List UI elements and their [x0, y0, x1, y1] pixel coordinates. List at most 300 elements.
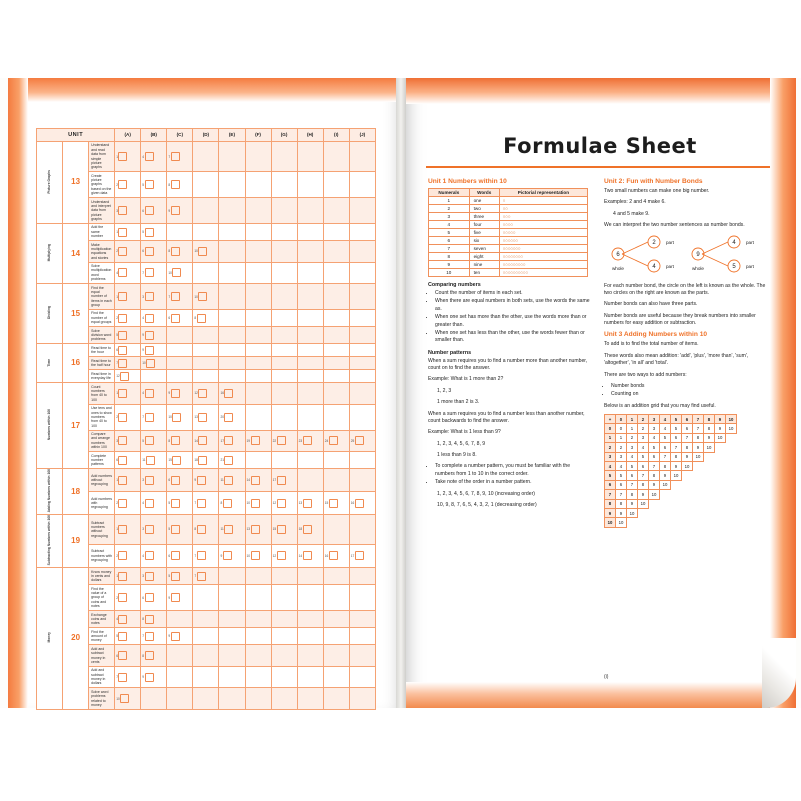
- checkbox-cell[interactable]: [323, 344, 349, 357]
- checkbox-cell[interactable]: [115, 309, 141, 326]
- checkbox[interactable]: [171, 499, 180, 508]
- checkbox-cell[interactable]: [141, 370, 167, 383]
- checkbox[interactable]: [118, 572, 127, 581]
- checkbox[interactable]: [303, 525, 312, 534]
- checkbox-cell[interactable]: [349, 198, 375, 224]
- checkbox-cell[interactable]: [219, 198, 245, 224]
- checkbox[interactable]: [118, 314, 127, 323]
- checkbox-cell[interactable]: [167, 568, 193, 585]
- checkbox-cell[interactable]: [323, 628, 349, 645]
- checkbox-cell[interactable]: [297, 452, 323, 469]
- checkbox-cell[interactable]: [141, 198, 167, 224]
- checkbox[interactable]: [145, 572, 154, 581]
- checkbox-cell[interactable]: [323, 430, 349, 452]
- checkbox-cell[interactable]: [167, 223, 193, 240]
- checkbox-cell[interactable]: [193, 469, 219, 492]
- checkbox-cell[interactable]: [141, 492, 167, 515]
- checkbox-cell[interactable]: [271, 544, 297, 567]
- checkbox[interactable]: [224, 389, 233, 398]
- checkbox-cell[interactable]: [193, 309, 219, 326]
- checkbox[interactable]: [172, 413, 181, 422]
- checkbox-cell[interactable]: [219, 430, 245, 452]
- checkbox[interactable]: [145, 632, 154, 641]
- checkbox-cell[interactable]: [271, 383, 297, 405]
- checkbox-cell[interactable]: [323, 611, 349, 628]
- checkbox-cell[interactable]: [245, 172, 271, 198]
- checkbox[interactable]: [145, 413, 154, 422]
- checkbox[interactable]: [224, 436, 233, 445]
- checkbox-cell[interactable]: [297, 383, 323, 405]
- checkbox-cell[interactable]: [271, 223, 297, 240]
- checkbox-cell[interactable]: [141, 284, 167, 310]
- checkbox-cell[interactable]: [323, 284, 349, 310]
- checkbox-cell[interactable]: [141, 430, 167, 452]
- checkbox[interactable]: [251, 551, 260, 560]
- checkbox[interactable]: [145, 206, 154, 215]
- checkbox-cell[interactable]: [271, 492, 297, 515]
- checkbox-cell[interactable]: [115, 611, 141, 628]
- checkbox-cell[interactable]: [271, 628, 297, 645]
- checkbox[interactable]: [145, 228, 154, 237]
- checkbox[interactable]: [118, 180, 127, 189]
- checkbox-cell[interactable]: [167, 327, 193, 344]
- checkbox-cell[interactable]: [141, 611, 167, 628]
- checkbox[interactable]: [171, 525, 180, 534]
- checkbox-cell[interactable]: [323, 492, 349, 515]
- checkbox[interactable]: [171, 152, 180, 161]
- checkbox-cell[interactable]: [141, 327, 167, 344]
- checkbox-cell[interactable]: [219, 404, 245, 430]
- checkbox[interactable]: [171, 389, 180, 398]
- checkbox-cell[interactable]: [297, 404, 323, 430]
- checkbox-cell[interactable]: [349, 357, 375, 370]
- checkbox-cell[interactable]: [271, 262, 297, 284]
- checkbox-cell[interactable]: [115, 404, 141, 430]
- checkbox-cell[interactable]: [271, 688, 297, 710]
- checkbox[interactable]: [118, 413, 127, 422]
- checkbox-cell[interactable]: [219, 645, 245, 667]
- checkbox-cell[interactable]: [349, 430, 375, 452]
- checkbox-cell[interactable]: [141, 383, 167, 405]
- checkbox[interactable]: [145, 525, 154, 534]
- checkbox[interactable]: [303, 551, 312, 560]
- checkbox-cell[interactable]: [349, 223, 375, 240]
- checkbox[interactable]: [145, 476, 154, 485]
- checkbox[interactable]: [171, 593, 180, 602]
- checkbox-cell[interactable]: [349, 666, 375, 688]
- checkbox-cell[interactable]: [271, 515, 297, 544]
- checkbox-cell[interactable]: [245, 452, 271, 469]
- checkbox[interactable]: [198, 389, 207, 398]
- checkbox-cell[interactable]: [193, 241, 219, 263]
- checkbox-cell[interactable]: [115, 628, 141, 645]
- checkbox-cell[interactable]: [349, 141, 375, 171]
- checkbox-cell[interactable]: [115, 544, 141, 567]
- checkbox-cell[interactable]: [193, 515, 219, 544]
- checkbox-cell[interactable]: [167, 309, 193, 326]
- checkbox-cell[interactable]: [245, 327, 271, 344]
- checkbox-cell[interactable]: [297, 430, 323, 452]
- checkbox-cell[interactable]: [219, 452, 245, 469]
- checkbox-cell[interactable]: [167, 544, 193, 567]
- checkbox-cell[interactable]: [297, 585, 323, 611]
- checkbox-cell[interactable]: [271, 241, 297, 263]
- checkbox-cell[interactable]: [323, 666, 349, 688]
- checkbox-cell[interactable]: [141, 404, 167, 430]
- checkbox-cell[interactable]: [245, 611, 271, 628]
- checkbox-cell[interactable]: [141, 666, 167, 688]
- checkbox-cell[interactable]: [167, 241, 193, 263]
- checkbox-cell[interactable]: [115, 172, 141, 198]
- checkbox-cell[interactable]: [115, 515, 141, 544]
- checkbox-cell[interactable]: [271, 430, 297, 452]
- checkbox-cell[interactable]: [297, 628, 323, 645]
- checkbox-cell[interactable]: [115, 492, 141, 515]
- checkbox-cell[interactable]: [193, 645, 219, 667]
- checkbox-cell[interactable]: [219, 611, 245, 628]
- checkbox-cell[interactable]: [323, 172, 349, 198]
- checkbox-cell[interactable]: [323, 370, 349, 383]
- checkbox-cell[interactable]: [245, 666, 271, 688]
- checkbox-cell[interactable]: [245, 404, 271, 430]
- checkbox-cell[interactable]: [141, 172, 167, 198]
- checkbox[interactable]: [118, 499, 127, 508]
- checkbox-cell[interactable]: [271, 309, 297, 326]
- checkbox-cell[interactable]: [219, 666, 245, 688]
- checkbox-cell[interactable]: [219, 515, 245, 544]
- checkbox-cell[interactable]: [297, 666, 323, 688]
- checkbox-cell[interactable]: [297, 241, 323, 263]
- checkbox[interactable]: [118, 359, 127, 368]
- checkbox[interactable]: [145, 331, 154, 340]
- checkbox-cell[interactable]: [193, 611, 219, 628]
- checkbox[interactable]: [171, 632, 180, 641]
- checkbox[interactable]: [171, 180, 180, 189]
- checkbox-cell[interactable]: [167, 430, 193, 452]
- checkbox-cell[interactable]: [193, 383, 219, 405]
- checkbox[interactable]: [329, 551, 338, 560]
- checkbox-cell[interactable]: [219, 688, 245, 710]
- checkbox-cell[interactable]: [245, 262, 271, 284]
- checkbox-cell[interactable]: [193, 492, 219, 515]
- checkbox-cell[interactable]: [167, 611, 193, 628]
- checkbox-cell[interactable]: [271, 666, 297, 688]
- checkbox[interactable]: [172, 268, 181, 277]
- checkbox-cell[interactable]: [245, 357, 271, 370]
- checkbox-cell[interactable]: [115, 357, 141, 370]
- checkbox-cell[interactable]: [141, 344, 167, 357]
- checkbox-cell[interactable]: [115, 666, 141, 688]
- checkbox-cell[interactable]: [271, 172, 297, 198]
- checkbox-cell[interactable]: [245, 568, 271, 585]
- checkbox[interactable]: [118, 436, 127, 445]
- checkbox-cell[interactable]: [219, 327, 245, 344]
- checkbox-cell[interactable]: [167, 515, 193, 544]
- checkbox-cell[interactable]: [219, 309, 245, 326]
- checkbox[interactable]: [120, 694, 129, 703]
- checkbox-cell[interactable]: [115, 452, 141, 469]
- checkbox-cell[interactable]: [167, 645, 193, 667]
- checkbox-cell[interactable]: [115, 223, 141, 240]
- checkbox[interactable]: [198, 436, 207, 445]
- checkbox[interactable]: [118, 228, 127, 237]
- checkbox-cell[interactable]: [323, 568, 349, 585]
- checkbox-cell[interactable]: [141, 469, 167, 492]
- checkbox[interactable]: [118, 346, 127, 355]
- checkbox[interactable]: [118, 615, 127, 624]
- checkbox-cell[interactable]: [219, 492, 245, 515]
- checkbox-cell[interactable]: [167, 370, 193, 383]
- checkbox-cell[interactable]: [219, 568, 245, 585]
- checkbox[interactable]: [197, 572, 206, 581]
- checkbox-cell[interactable]: [245, 469, 271, 492]
- checkbox-cell[interactable]: [167, 688, 193, 710]
- checkbox-cell[interactable]: [115, 327, 141, 344]
- checkbox-cell[interactable]: [193, 585, 219, 611]
- checkbox-cell[interactable]: [245, 284, 271, 310]
- checkbox-cell[interactable]: [141, 262, 167, 284]
- checkbox-cell[interactable]: [349, 370, 375, 383]
- checkbox-cell[interactable]: [349, 241, 375, 263]
- checkbox[interactable]: [355, 436, 364, 445]
- checkbox-cell[interactable]: [245, 309, 271, 326]
- checkbox-cell[interactable]: [271, 469, 297, 492]
- checkbox-cell[interactable]: [297, 172, 323, 198]
- checkbox-cell[interactable]: [167, 492, 193, 515]
- checkbox[interactable]: [197, 499, 206, 508]
- checkbox[interactable]: [197, 314, 206, 323]
- checkbox-cell[interactable]: [245, 645, 271, 667]
- checkbox-cell[interactable]: [323, 544, 349, 567]
- checkbox[interactable]: [277, 499, 286, 508]
- checkbox-cell[interactable]: [349, 628, 375, 645]
- checkbox-cell[interactable]: [349, 585, 375, 611]
- checkbox-cell[interactable]: [141, 544, 167, 567]
- checkbox-cell[interactable]: [297, 141, 323, 171]
- checkbox-cell[interactable]: [219, 172, 245, 198]
- checkbox[interactable]: [329, 436, 338, 445]
- checkbox-cell[interactable]: [219, 284, 245, 310]
- checkbox-cell[interactable]: [115, 469, 141, 492]
- checkbox-cell[interactable]: [297, 469, 323, 492]
- checkbox[interactable]: [224, 525, 233, 534]
- checkbox-cell[interactable]: [193, 284, 219, 310]
- checkbox-cell[interactable]: [167, 404, 193, 430]
- checkbox-cell[interactable]: [245, 383, 271, 405]
- checkbox-cell[interactable]: [219, 585, 245, 611]
- checkbox[interactable]: [145, 180, 154, 189]
- checkbox-cell[interactable]: [349, 383, 375, 405]
- checkbox[interactable]: [118, 152, 127, 161]
- checkbox-cell[interactable]: [297, 284, 323, 310]
- checkbox[interactable]: [224, 476, 233, 485]
- checkbox-cell[interactable]: [323, 241, 349, 263]
- checkbox[interactable]: [277, 476, 286, 485]
- checkbox-cell[interactable]: [193, 198, 219, 224]
- checkbox-cell[interactable]: [193, 568, 219, 585]
- checkbox[interactable]: [171, 292, 180, 301]
- checkbox-cell[interactable]: [115, 344, 141, 357]
- checkbox-cell[interactable]: [219, 383, 245, 405]
- checkbox-cell[interactable]: [219, 544, 245, 567]
- checkbox-cell[interactable]: [271, 370, 297, 383]
- checkbox[interactable]: [277, 525, 286, 534]
- checkbox-cell[interactable]: [297, 645, 323, 667]
- checkbox-cell[interactable]: [297, 492, 323, 515]
- checkbox-cell[interactable]: [193, 262, 219, 284]
- checkbox-cell[interactable]: [115, 568, 141, 585]
- checkbox-cell[interactable]: [349, 284, 375, 310]
- checkbox-cell[interactable]: [141, 309, 167, 326]
- checkbox-cell[interactable]: [193, 688, 219, 710]
- checkbox-cell[interactable]: [245, 223, 271, 240]
- checkbox-cell[interactable]: [115, 141, 141, 171]
- checkbox-cell[interactable]: [323, 141, 349, 171]
- checkbox-cell[interactable]: [115, 383, 141, 405]
- checkbox-cell[interactable]: [297, 515, 323, 544]
- checkbox[interactable]: [277, 551, 286, 560]
- checkbox-cell[interactable]: [115, 688, 141, 710]
- checkbox-cell[interactable]: [167, 344, 193, 357]
- checkbox-cell[interactable]: [219, 241, 245, 263]
- checkbox[interactable]: [145, 292, 154, 301]
- checkbox[interactable]: [146, 359, 155, 368]
- checkbox-cell[interactable]: [193, 370, 219, 383]
- checkbox-cell[interactable]: [193, 628, 219, 645]
- checkbox-cell[interactable]: [193, 452, 219, 469]
- checkbox-cell[interactable]: [323, 383, 349, 405]
- checkbox-cell[interactable]: [167, 262, 193, 284]
- checkbox-cell[interactable]: [297, 688, 323, 710]
- checkbox-cell[interactable]: [115, 284, 141, 310]
- checkbox-cell[interactable]: [193, 357, 219, 370]
- checkbox[interactable]: [145, 651, 154, 660]
- checkbox-cell[interactable]: [323, 688, 349, 710]
- checkbox[interactable]: [118, 247, 127, 256]
- checkbox-cell[interactable]: [193, 404, 219, 430]
- checkbox-cell[interactable]: [349, 404, 375, 430]
- checkbox-cell[interactable]: [193, 223, 219, 240]
- checkbox-cell[interactable]: [193, 327, 219, 344]
- checkbox-cell[interactable]: [323, 327, 349, 344]
- checkbox-cell[interactable]: [141, 515, 167, 544]
- checkbox-cell[interactable]: [349, 262, 375, 284]
- checkbox[interactable]: [145, 499, 154, 508]
- checkbox[interactable]: [329, 499, 338, 508]
- checkbox[interactable]: [145, 268, 154, 277]
- checkbox-cell[interactable]: [219, 469, 245, 492]
- checkbox[interactable]: [198, 413, 207, 422]
- checkbox-cell[interactable]: [245, 430, 271, 452]
- checkbox-cell[interactable]: [297, 309, 323, 326]
- checkbox[interactable]: [145, 615, 154, 624]
- checkbox[interactable]: [118, 268, 127, 277]
- checkbox[interactable]: [118, 632, 127, 641]
- checkbox-cell[interactable]: [115, 241, 141, 263]
- checkbox[interactable]: [224, 456, 233, 465]
- checkbox-cell[interactable]: [115, 585, 141, 611]
- checkbox-cell[interactable]: [349, 688, 375, 710]
- checkbox-cell[interactable]: [323, 262, 349, 284]
- checkbox-cell[interactable]: [167, 172, 193, 198]
- checkbox-cell[interactable]: [219, 223, 245, 240]
- checkbox[interactable]: [251, 499, 260, 508]
- checkbox[interactable]: [118, 389, 127, 398]
- checkbox[interactable]: [118, 476, 127, 485]
- checkbox-cell[interactable]: [323, 223, 349, 240]
- checkbox-cell[interactable]: [245, 515, 271, 544]
- checkbox-cell[interactable]: [141, 141, 167, 171]
- checkbox-cell[interactable]: [245, 628, 271, 645]
- checkbox-cell[interactable]: [167, 666, 193, 688]
- checkbox-cell[interactable]: [115, 370, 141, 383]
- checkbox-cell[interactable]: [323, 645, 349, 667]
- checkbox[interactable]: [118, 525, 127, 534]
- checkbox-cell[interactable]: [349, 469, 375, 492]
- checkbox-cell[interactable]: [323, 309, 349, 326]
- checkbox-cell[interactable]: [349, 309, 375, 326]
- checkbox-cell[interactable]: [271, 404, 297, 430]
- checkbox-cell[interactable]: [297, 357, 323, 370]
- checkbox[interactable]: [145, 346, 154, 355]
- checkbox[interactable]: [118, 331, 127, 340]
- checkbox[interactable]: [118, 651, 127, 660]
- checkbox-cell[interactable]: [297, 370, 323, 383]
- checkbox[interactable]: [355, 551, 364, 560]
- checkbox-cell[interactable]: [323, 515, 349, 544]
- checkbox-cell[interactable]: [349, 452, 375, 469]
- checkbox-cell[interactable]: [141, 223, 167, 240]
- checkbox-cell[interactable]: [219, 262, 245, 284]
- checkbox-cell[interactable]: [271, 357, 297, 370]
- checkbox-cell[interactable]: [167, 284, 193, 310]
- checkbox[interactable]: [251, 476, 260, 485]
- checkbox-cell[interactable]: [323, 357, 349, 370]
- checkbox-cell[interactable]: [245, 344, 271, 357]
- checkbox-cell[interactable]: [349, 172, 375, 198]
- checkbox-cell[interactable]: [271, 284, 297, 310]
- checkbox-cell[interactable]: [167, 357, 193, 370]
- checkbox[interactable]: [303, 499, 312, 508]
- checkbox[interactable]: [171, 572, 180, 581]
- checkbox-cell[interactable]: [245, 492, 271, 515]
- checkbox[interactable]: [145, 436, 154, 445]
- checkbox[interactable]: [145, 551, 154, 560]
- checkbox-cell[interactable]: [297, 344, 323, 357]
- checkbox[interactable]: [224, 413, 233, 422]
- checkbox-cell[interactable]: [193, 344, 219, 357]
- checkbox-cell[interactable]: [193, 544, 219, 567]
- checkbox-cell[interactable]: [271, 568, 297, 585]
- checkbox-cell[interactable]: [349, 515, 375, 544]
- checkbox-cell[interactable]: [141, 568, 167, 585]
- checkbox-cell[interactable]: [141, 357, 167, 370]
- checkbox[interactable]: [118, 292, 127, 301]
- checkbox-cell[interactable]: [271, 344, 297, 357]
- checkbox-cell[interactable]: [323, 198, 349, 224]
- checkbox-cell[interactable]: [297, 611, 323, 628]
- checkbox[interactable]: [171, 476, 180, 485]
- checkbox-cell[interactable]: [349, 544, 375, 567]
- checkbox[interactable]: [118, 456, 127, 465]
- checkbox-cell[interactable]: [245, 585, 271, 611]
- checkbox-cell[interactable]: [271, 611, 297, 628]
- checkbox-cell[interactable]: [245, 141, 271, 171]
- checkbox-cell[interactable]: [349, 611, 375, 628]
- checkbox[interactable]: [223, 499, 232, 508]
- checkbox-cell[interactable]: [193, 172, 219, 198]
- checkbox-cell[interactable]: [271, 327, 297, 344]
